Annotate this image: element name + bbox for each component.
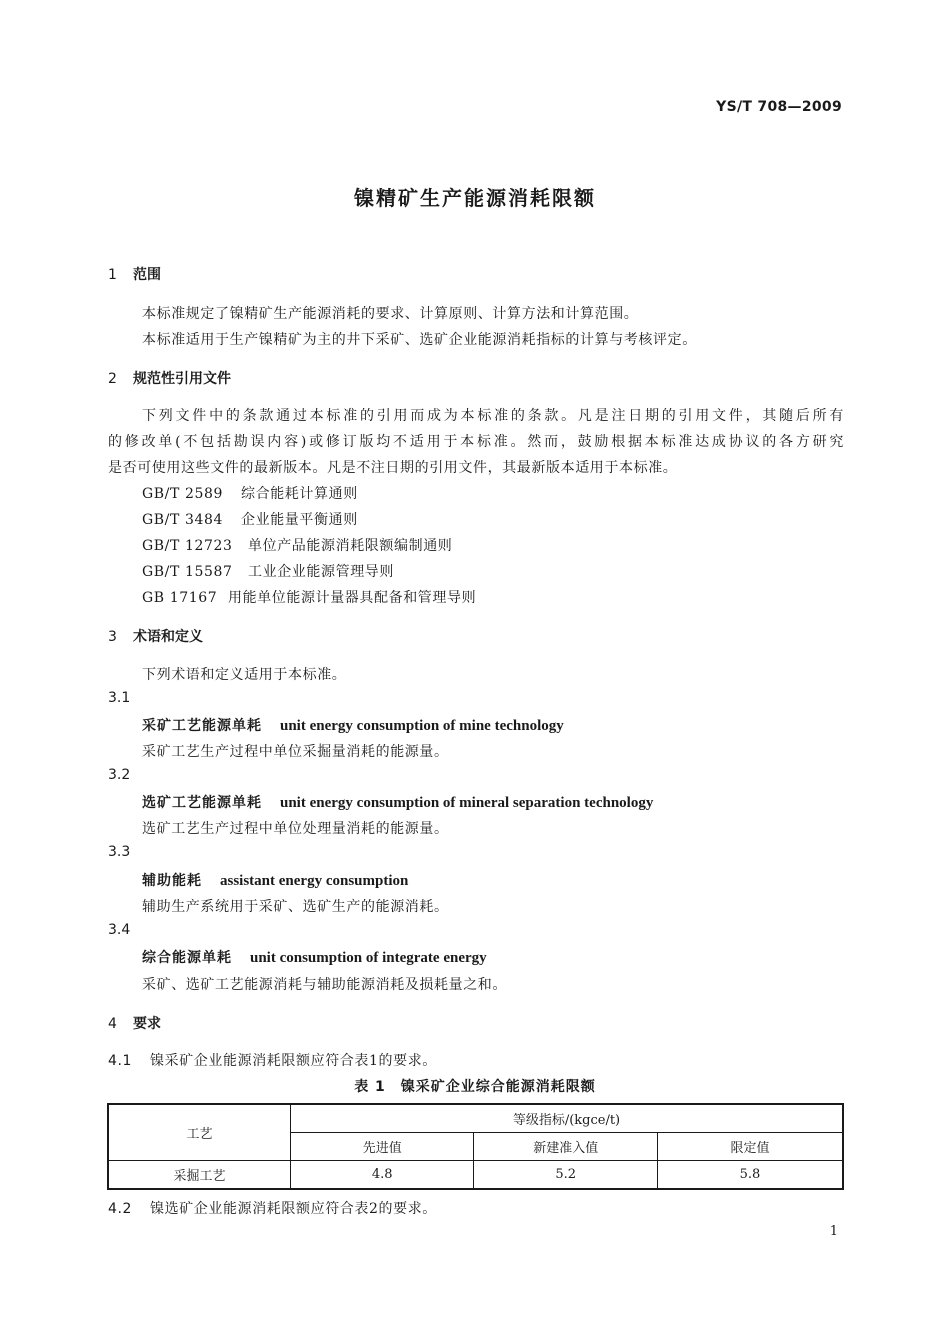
reference-item <box>142 561 394 581</box>
clause-4-2 <box>108 1198 437 1218</box>
paragraph-line: 下列文件中的条款通过本标准的引用而成为本标准的条款。凡是注日期的引用文件，其随后所有 <box>142 408 844 424</box>
section-number: 1 <box>108 267 117 283</box>
term-number: 3.3 <box>108 844 131 860</box>
clause-number: 4.1 <box>108 1053 133 1069</box>
header-new-entry-value: 新建准入值 <box>474 1133 658 1161</box>
header-advanced-value: 先进值 <box>290 1133 474 1161</box>
term-chinese: 选矿工艺能源单耗 <box>142 795 262 811</box>
section-3-heading <box>108 626 203 646</box>
term-number: 3.4 <box>108 922 131 938</box>
table-caption: 表 1 镍采矿企业综合能源消耗限额 <box>354 1079 596 1095</box>
term-chinese: 采矿工艺能源单耗 <box>142 718 262 734</box>
reference-title: 综合能耗计算通则 <box>241 486 358 502</box>
cell-process: 采掘工艺 <box>108 1161 290 1190</box>
section-number: 4 <box>108 1016 117 1032</box>
section-4-heading <box>108 1013 161 1033</box>
paragraph: 本标准规定了镍精矿生产能源消耗的要求、计算原则、计算方法和计算范围。 <box>142 306 639 322</box>
clause-text: 镍选矿企业能源消耗限额应符合表2的要求。 <box>150 1201 437 1217</box>
term-chinese: 辅助能耗 <box>142 873 202 889</box>
reference-title: 单位产品能源消耗限额编制通则 <box>248 538 453 554</box>
header-grade-indicator: 等级指标/(kgce/t) <box>290 1104 843 1133</box>
clause-4-1 <box>108 1050 437 1070</box>
term-number: 3.2 <box>108 767 131 783</box>
term-definition: 采矿、选矿工艺能源消耗与辅助能源消耗及损耗量之和。 <box>142 977 507 993</box>
section-title: 要求 <box>133 1016 161 1032</box>
term-chinese: 综合能源单耗 <box>142 950 232 966</box>
header-process: 工艺 <box>108 1104 290 1161</box>
term-entry <box>142 870 408 890</box>
reference-item <box>142 587 476 607</box>
term-definition: 采矿工艺生产过程中单位采掘量消耗的能源量。 <box>142 744 449 760</box>
section-title: 范围 <box>133 267 161 283</box>
paragraph-line: 是否可使用这些文件的最新版本。凡是不注日期的引用文件，其最新版本适用于本标准。 <box>108 460 678 476</box>
paragraph: 本标准适用于生产镍精矿为主的井下采矿、选矿企业能源消耗指标的计算与考核评定。 <box>142 332 697 348</box>
clause-text: 镍采矿企业能源消耗限额应符合表1的要求。 <box>150 1053 437 1069</box>
term-entry <box>142 947 487 967</box>
section-2-heading <box>108 368 231 388</box>
term-definition: 选矿工艺生产过程中单位处理量消耗的能源量。 <box>142 821 449 837</box>
cell-limit-value: 5.8 <box>657 1161 843 1190</box>
reference-code: GB/T 2589 <box>142 486 224 502</box>
reference-title: 用能单位能源计量器具配备和管理导则 <box>228 590 477 606</box>
term-english: assistant energy consumption <box>220 873 409 889</box>
reference-title: 企业能量平衡通则 <box>241 512 358 528</box>
section-title: 规范性引用文件 <box>133 371 231 387</box>
term-entry <box>142 715 564 735</box>
reference-item <box>142 535 452 555</box>
reference-code: GB/T 12723 <box>142 538 233 554</box>
reference-code: GB 17167 <box>142 590 218 606</box>
section-1-heading <box>108 264 161 284</box>
term-entry <box>142 792 653 812</box>
section-title: 术语和定义 <box>133 629 203 645</box>
term-english: unit energy consumption of mine technology <box>280 718 564 734</box>
clause-number: 4.2 <box>108 1201 133 1217</box>
term-english: unit consumption of integrate energy <box>250 950 487 966</box>
term-number: 3.1 <box>108 690 131 706</box>
term-definition: 辅助生产系统用于采矿、选矿生产的能源消耗。 <box>142 899 449 915</box>
paragraph-line: 的修改单(不包括勘误内容)或修订版均不适用于本标准。然而，鼓励根据本标准达成协议的各方研究 <box>108 434 844 450</box>
section-number: 2 <box>108 371 117 387</box>
term-english: unit energy consumption of mineral separation technology <box>280 795 654 811</box>
reference-item <box>142 483 358 503</box>
cell-new-entry-value: 5.2 <box>474 1161 658 1190</box>
paragraph: 下列术语和定义适用于本标准。 <box>142 667 347 683</box>
cell-advanced-value: 4.8 <box>290 1161 474 1190</box>
reference-title: 工业企业能源管理导则 <box>248 564 394 580</box>
document-title: 镍精矿生产能源消耗限额 <box>354 186 596 210</box>
energy-limit-table <box>107 1103 844 1190</box>
page-number: 1 <box>829 1224 838 1239</box>
reference-item <box>142 509 358 529</box>
section-number: 3 <box>108 629 117 645</box>
reference-code: GB/T 15587 <box>142 564 233 580</box>
reference-code: GB/T 3484 <box>142 512 224 528</box>
header-limit-value: 限定值 <box>657 1133 843 1161</box>
standard-number: YS/T 708—2009 <box>716 99 842 115</box>
